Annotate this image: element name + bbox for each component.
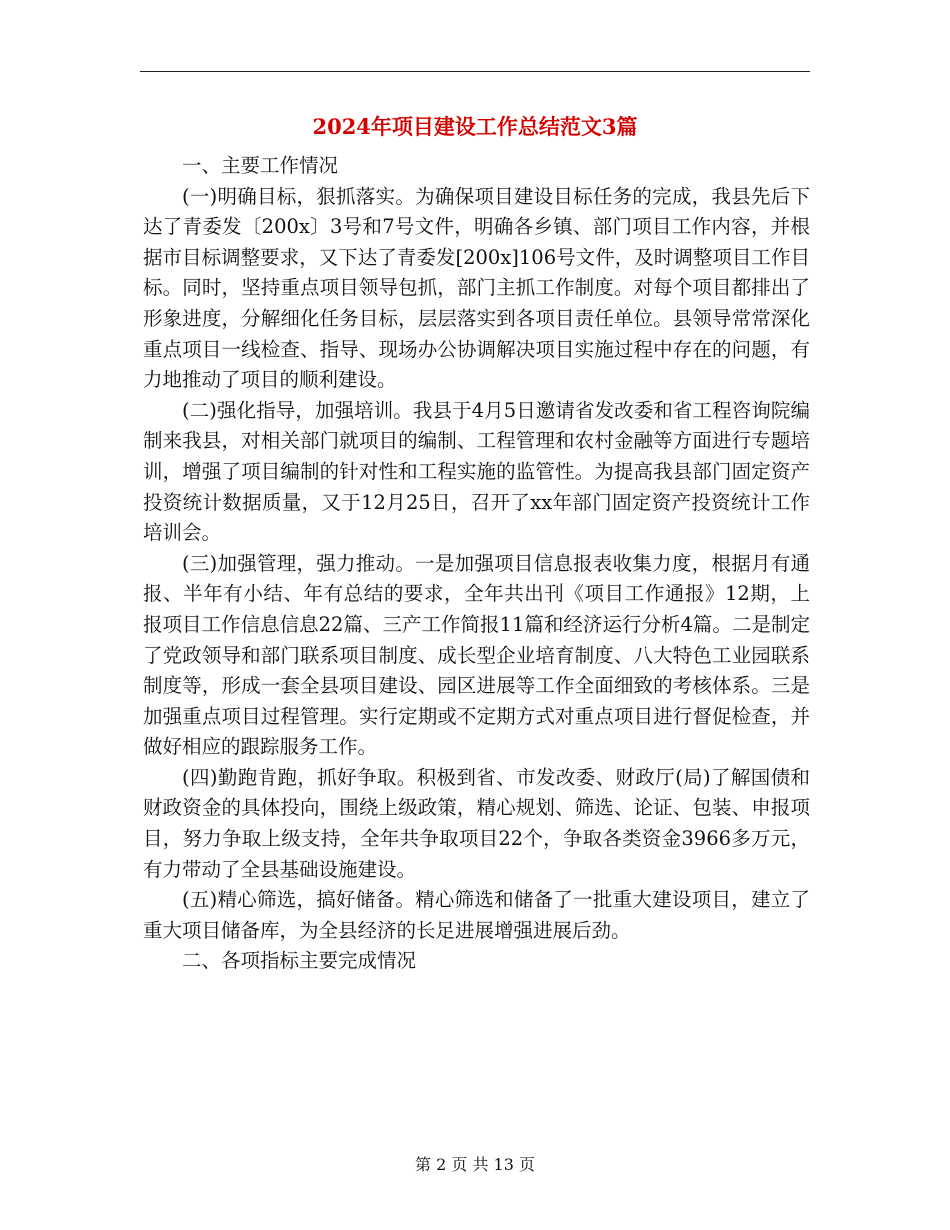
- header-rule: [140, 71, 810, 72]
- paragraph-clear-goals: (一)明确目标，狠抓落实。为确保项目建设目标任务的完成，我县先后下达了青委发〔200x〕3号和7号文件，明确各乡镇、部门项目工作内容，并根据市目标调整要求，又下达了青委发[200x]106号文件，及时调整项目工作目标。同时，坚持重点项目领导包抓，部门主抓工作制度。对每个项目都排出了形象进度，分解细化任务目标，层层落实到各项目责任单位。县领导常常深化重点项目一线检查、指导、现场办公协调解决项目实施过程中存在的问题，有力地推动了项目的顺利建设。: [143, 184, 810, 392]
- page-number-footer: 第 2 页 共 13 页: [415, 1155, 535, 1174]
- paragraph-funding-efforts: (四)勤跑肯跑，抓好争取。积极到省、市发改委、财政厅(局)了解国债和财政资金的具体投向，围绕上级政策，精心规划、筛选、论证、包装、申报项目，努力争取上级支持，全年共争取项目22个，争取各类资金3966多万元，有力带动了全县基础设施建设。: [143, 765, 810, 881]
- section-heading-main-work: 一、主要工作情况: [182, 154, 339, 177]
- document-title: 2024年项目建设工作总结范文3篇: [312, 114, 638, 139]
- document-body: [143, 151, 810, 977]
- paragraph-project-reserve: (五)精心筛选，搞好储备。精心筛选和储备了一批重大建设项目，建立了重大项目储备库，为全县经济的长足进展增强进展后劲。: [143, 888, 810, 942]
- paragraph-strengthen-management: (三)加强管理，强力推动。一是加强项目信息报表收集力度，根据月有通报、半年有小结、年有总结的要求，全年共出刊《项目工作通报》12期，上报项目工作信息信息22篇、三产工作简报11篇和经济运行分析4篇。二是制定了党政领导和部门联系项目制度、成长型企业培育制度、八大特色工业园联系制度等，形成一套全县项目建设、园区进展等工作全面细致的考核体系。三是加强重点项目过程管理。实行定期或不定期方式对重点项目进行督促检查，并做好相应的跟踪服务工作。: [143, 551, 810, 759]
- paragraph-guidance-training: (二)强化指导，加强培训。我县于4月5日邀请省发改委和省工程咨询院编制来我县，对相关部门就项目的编制、工程管理和农村金融等方面进行专题培训，增强了项目编制的针对性和工程实施的监管性。为提高我县部门固定资产投资统计数据质量，又于12月25日，召开了xx年部门固定资产投资统计工作培训会。: [143, 398, 810, 545]
- section-heading-indicators: 二、各项指标主要完成情况: [182, 949, 417, 973]
